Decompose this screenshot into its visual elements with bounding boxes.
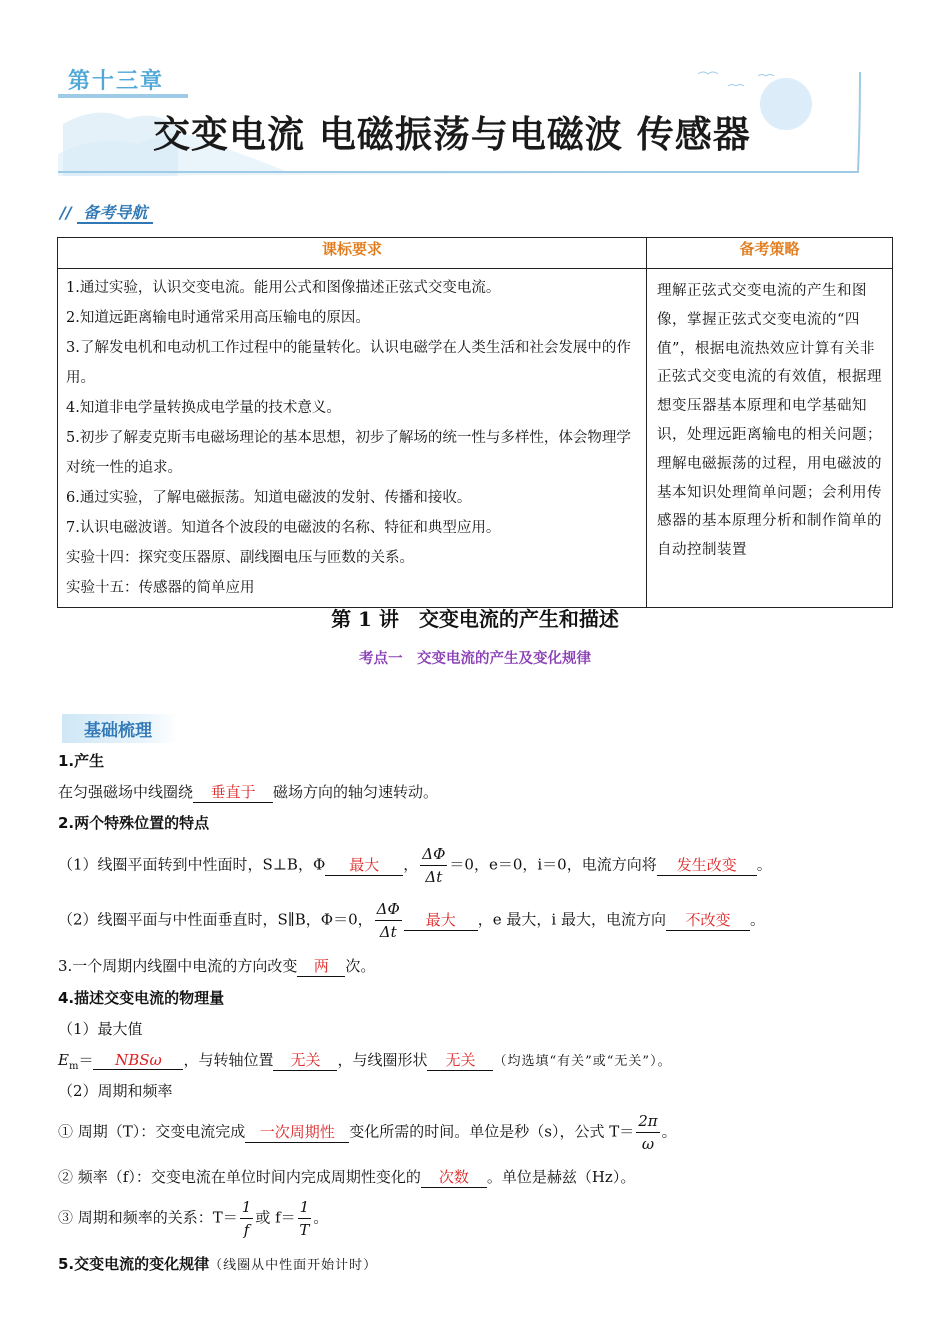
text: 磁场方向的轴匀速转动。 bbox=[273, 783, 439, 801]
relation-line bbox=[58, 1196, 328, 1241]
fraction bbox=[240, 1196, 254, 1241]
answer-blank: 发生改变 bbox=[657, 854, 757, 876]
numerator: 1 bbox=[298, 1196, 312, 1219]
requirement-item: 实验十五：传感器的简单应用 bbox=[66, 580, 255, 596]
col-header-requirements: 课标要求 bbox=[58, 238, 647, 269]
section-4-sub-1: （1）最大值 bbox=[58, 1020, 143, 1038]
numerator: 1 bbox=[240, 1196, 254, 1219]
strategy-cell: 理解正弦式交变电流的产生和图像，掌握正弦式交变电流的“四值”，根据电流热效应计算有关非正弦式交变电流的有效值，根据理想变压器基本原理和电学基础知识，处理远距离输电的相关问题；理解电磁振荡的过程，用电磁波的基本知识处理简单问题；会利用传感器的基本原理分析和制作简单的自动控制装置 bbox=[647, 269, 893, 608]
col-header-strategy: 备考策略 bbox=[647, 238, 893, 269]
text: ，e 最大，i 最大，电流方向 bbox=[477, 910, 666, 929]
period-line bbox=[58, 1110, 677, 1155]
numerator: ΔΦ bbox=[375, 898, 402, 921]
numerator: ΔΦ bbox=[420, 843, 447, 866]
answer-blank: 最大 bbox=[404, 909, 478, 931]
text: 3.一个周期内线圈中电流的方向改变 bbox=[58, 957, 298, 975]
denominator: Δt bbox=[379, 923, 397, 941]
answer-blank: 不改变 bbox=[666, 909, 750, 931]
lesson-title: 第 1 讲 交变电流的产生和描述 bbox=[331, 607, 619, 631]
fraction bbox=[636, 1110, 659, 1155]
denominator: ω bbox=[641, 1135, 655, 1153]
text: 。 bbox=[749, 910, 765, 929]
chapter-underline bbox=[58, 94, 188, 98]
text: ， bbox=[403, 855, 419, 874]
symbol: E bbox=[58, 1051, 69, 1069]
section-2-line-2 bbox=[58, 898, 765, 943]
fraction bbox=[298, 1196, 312, 1241]
answer-blank: NBSω bbox=[93, 1051, 183, 1070]
text: 次。 bbox=[345, 957, 376, 975]
requirement-item: 7.认识电磁波谱。知道各个波段的电磁波的名称、特征和典型应用。 bbox=[66, 520, 501, 536]
text: 。 bbox=[313, 1208, 329, 1227]
requirement-item: 4.知道非电学量转换成电学量的技术意义。 bbox=[66, 400, 341, 416]
answer-blank: 无关 bbox=[427, 1049, 493, 1071]
requirement-item: 1.通过实验，认识交变电流。能用公式和图像描述正弦式交变电流。 bbox=[66, 280, 501, 296]
frequency-line bbox=[58, 1166, 635, 1188]
text: （均选填“有关”或“无关”）。 bbox=[493, 1054, 672, 1069]
text: ＝0，e＝0，i＝0，电流方向将 bbox=[449, 855, 657, 874]
section-2-line-1 bbox=[58, 843, 772, 888]
text: 。单位是赫兹（Hz）。 bbox=[486, 1168, 636, 1186]
text: （2）线圈平面与中性面垂直时，S∥B，Φ＝0， bbox=[58, 910, 373, 929]
requirement-item: 实验十四：探究变压器原、副线圈电压与匝数的关系。 bbox=[66, 550, 414, 566]
requirements-cell bbox=[58, 269, 647, 608]
text: 。 bbox=[756, 855, 772, 874]
text: 变化所需的时间。单位是秒（s），公式 T＝ bbox=[349, 1122, 635, 1141]
section-4-title: 4.描述交变电流的物理量 bbox=[58, 989, 225, 1007]
answer-blank: 最大 bbox=[325, 854, 403, 876]
requirement-item: 5.初步了解麦克斯韦电磁场理论的基本思想，初步了解场的统一性与多样性，体会物理学对统一性的追求。 bbox=[66, 430, 631, 476]
requirement-item: 3.了解发电机和电动机工作过程中的能量转化。认识电磁学在人类生活和社会发展中的作用。 bbox=[66, 340, 631, 386]
text: （1）线圈平面转到中性面时，S⊥B，Φ bbox=[58, 855, 326, 874]
text: （线圈从中性面开始计时） bbox=[209, 1258, 378, 1273]
nav-tag bbox=[60, 200, 153, 223]
text: 在匀强磁场中线圈绕 bbox=[58, 783, 194, 801]
chapter-title: 交变电流 电磁振荡与电磁波 传感器 bbox=[153, 112, 751, 156]
section-1-title: 1.产生 bbox=[58, 752, 105, 770]
answer-blank: 无关 bbox=[273, 1049, 337, 1071]
text: 或 f＝ bbox=[255, 1208, 296, 1227]
section-4-sub-2: （2）周期和频率 bbox=[58, 1082, 173, 1100]
answer-blank: 次数 bbox=[421, 1166, 487, 1188]
text: ② 频率（f）：交变电流在单位时间内完成周期性变化的 bbox=[58, 1168, 421, 1186]
subscript: m bbox=[68, 1061, 79, 1072]
section-2-title: 2.两个特殊位置的特点 bbox=[58, 814, 210, 832]
denominator: f bbox=[243, 1221, 250, 1239]
nav-tag-label: 备考导航 bbox=[77, 203, 153, 224]
section-5-line bbox=[58, 1253, 377, 1274]
requirements-table bbox=[57, 237, 893, 608]
section-3-line bbox=[58, 955, 375, 977]
text: ，与线圈形状 bbox=[337, 1051, 428, 1069]
point-title: 考点一 交变电流的产生及变化规律 bbox=[359, 651, 591, 667]
text: ＝ bbox=[78, 1051, 94, 1069]
requirement-item: 6.通过实验，了解电磁振荡。知道电磁波的发射、传播和接收。 bbox=[66, 490, 472, 506]
section-4-emax-line bbox=[58, 1049, 672, 1072]
numerator: 2π bbox=[636, 1110, 659, 1133]
text: ③ 周期和频率的关系：T＝ bbox=[58, 1208, 238, 1227]
fraction bbox=[375, 898, 402, 943]
section-1-line bbox=[58, 781, 438, 803]
denominator: T bbox=[299, 1221, 310, 1239]
requirement-item: 2.知道远距离输电时通常采用高压输电的原因。 bbox=[66, 310, 370, 326]
answer-blank: 垂直于 bbox=[193, 781, 273, 803]
text: ，与转轴位置 bbox=[183, 1051, 274, 1069]
basics-tag: 基础梳理 bbox=[62, 714, 178, 743]
answer-blank: 一次周期性 bbox=[245, 1121, 349, 1143]
answer-blank: 两 bbox=[297, 955, 345, 977]
slash-icon: // bbox=[60, 203, 72, 222]
denominator: Δt bbox=[425, 868, 443, 886]
text: ① 周期（T）：交变电流完成 bbox=[58, 1122, 246, 1141]
fraction bbox=[420, 843, 447, 888]
text: 。 bbox=[661, 1122, 677, 1141]
chapter-banner bbox=[58, 64, 862, 176]
chapter-label: 第十三章 bbox=[68, 69, 165, 94]
section-5-title: 5.交变电流的变化规律 bbox=[58, 1255, 210, 1273]
